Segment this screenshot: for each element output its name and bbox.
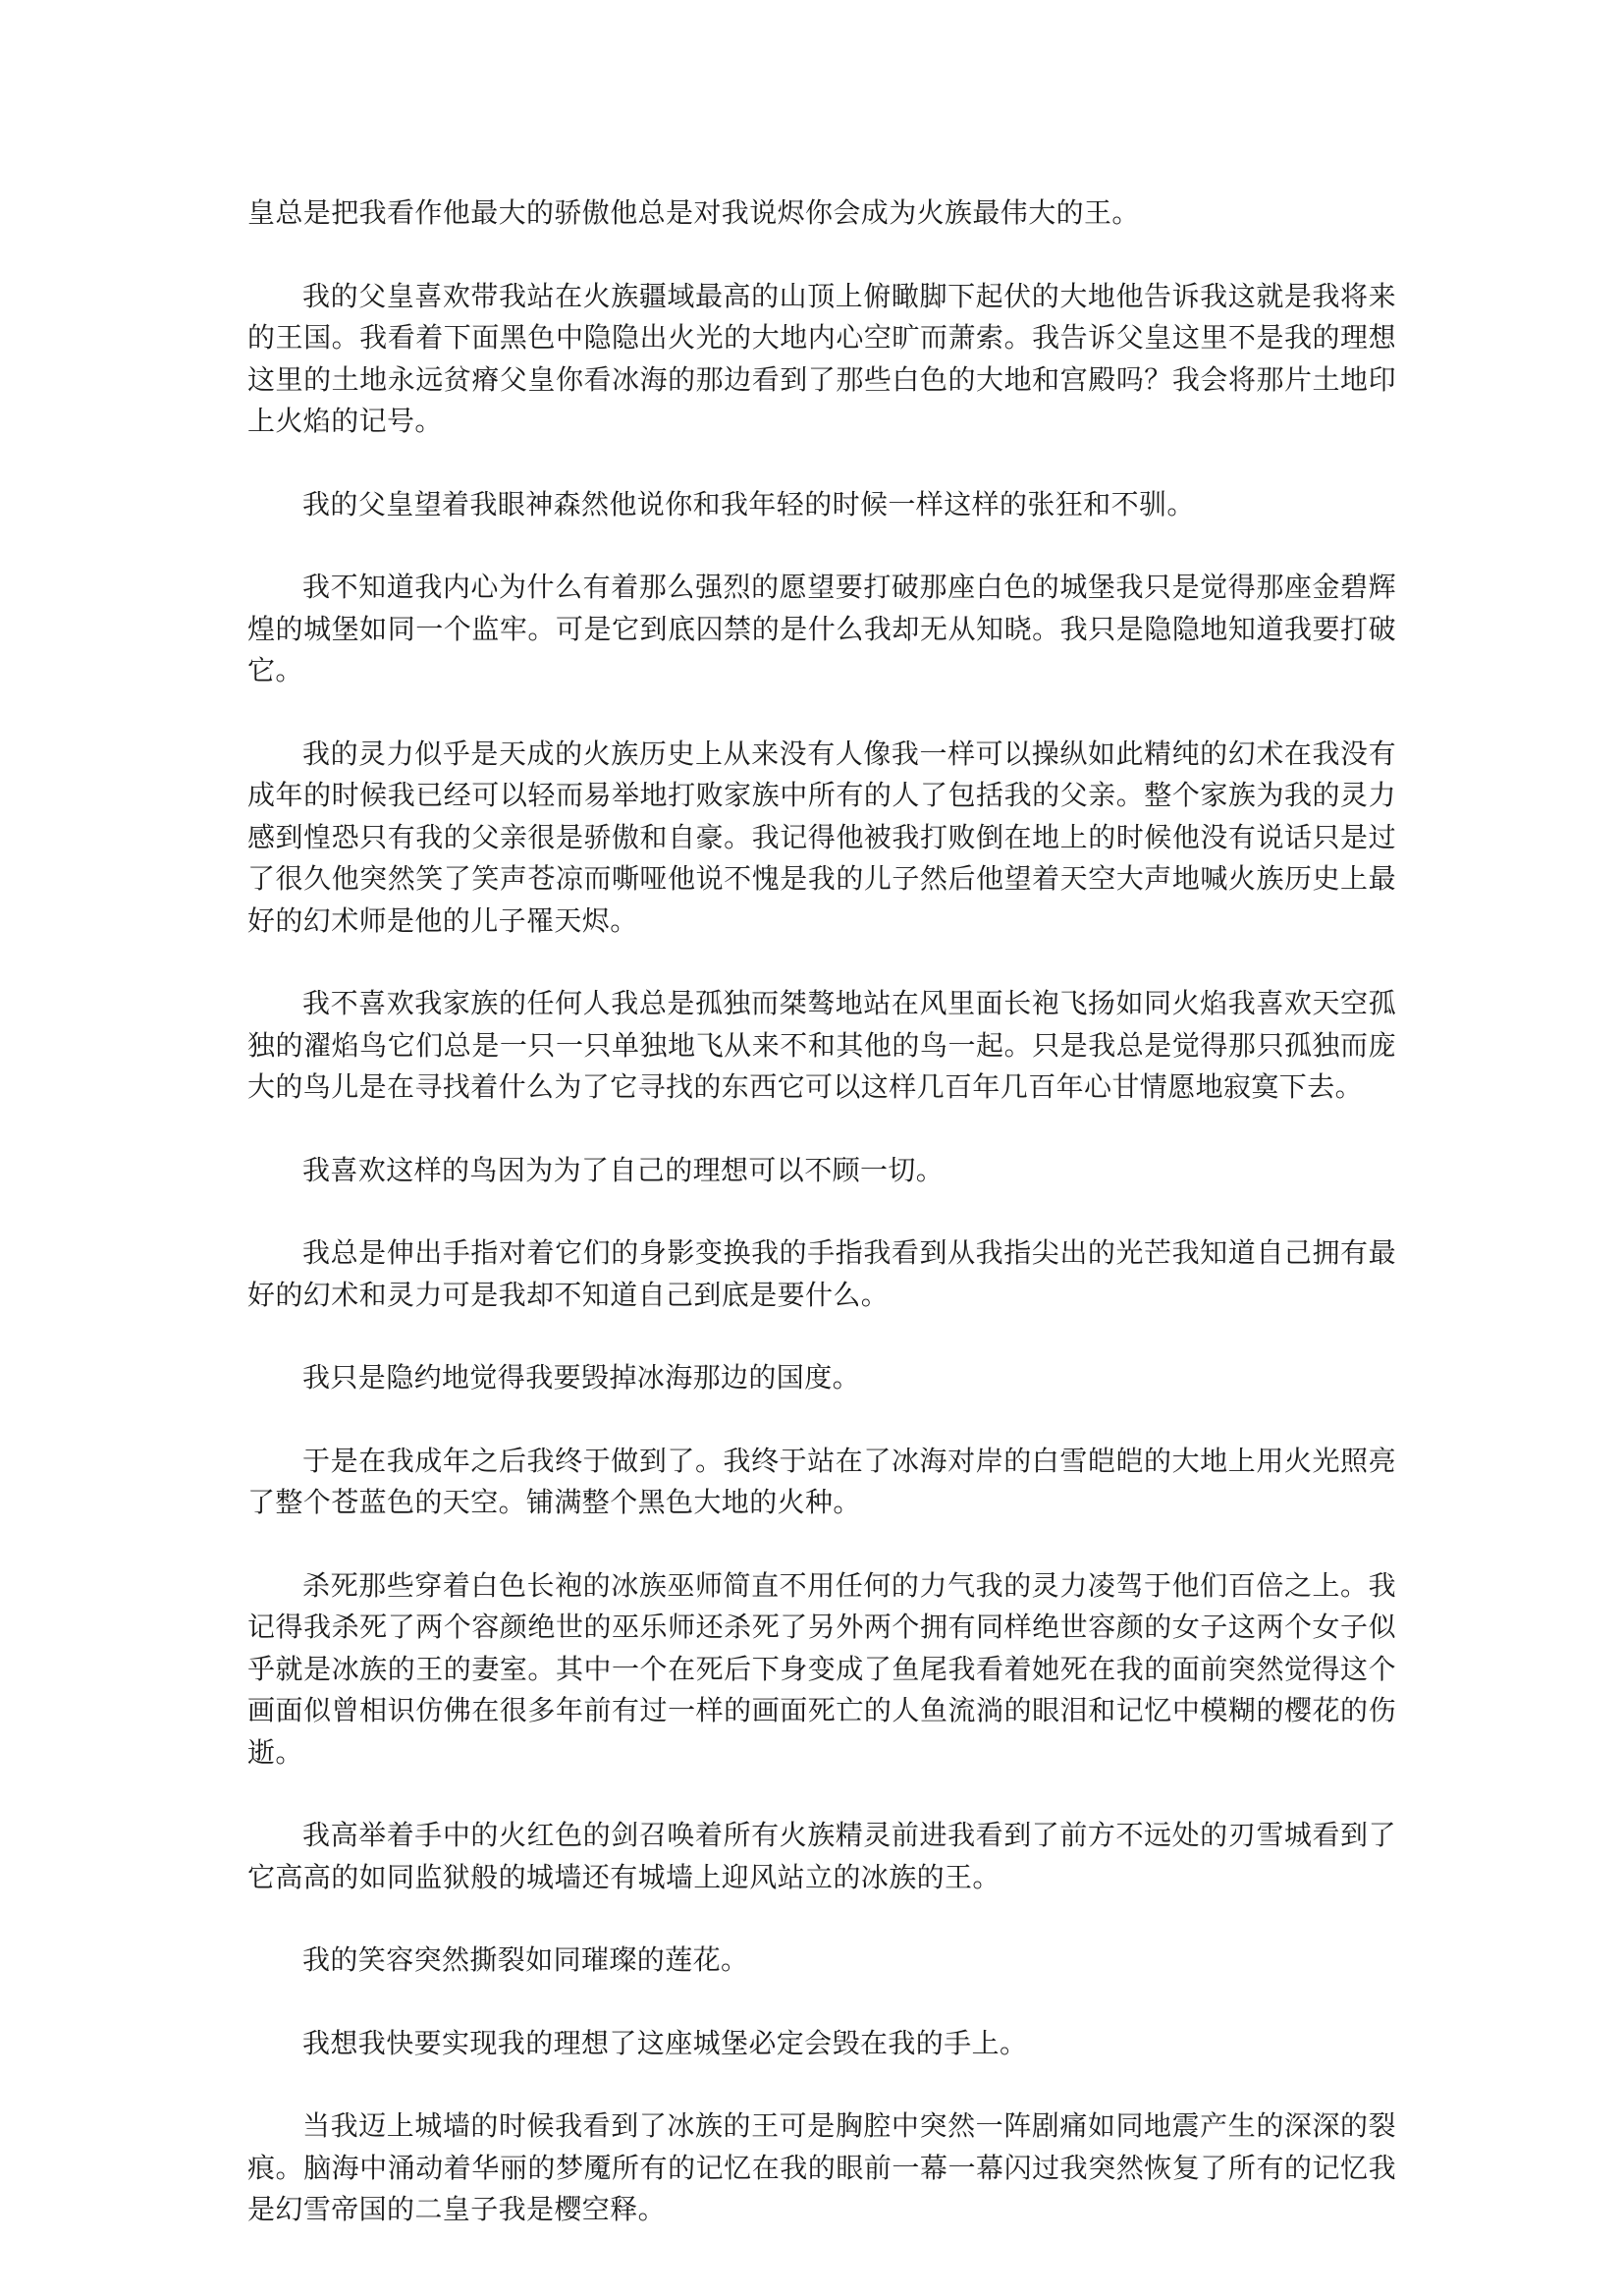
paragraph: 当我迈上城墙的时候我看到了冰族的王可是胸腔中突然一阵剧痛如同地震产生的深深的裂痕。脑海中涌动着华丽的梦魇所有的记忆在我的眼前一幕一幕闪过我突然恢复了所有的记忆我是幻雪帝国的二皇子我是樱空释。 xyxy=(247,2109,1396,2225)
paragraph: 我想我快要实现我的理想了这座城堡必定会毁在我的手上。 xyxy=(302,2026,1028,2059)
paragraph: 皇总是把我看作他最大的骄傲他总是对我说烬你会成为火族最伟大的王。 xyxy=(247,196,1140,229)
paragraph: 杀死那些穿着白色长袍的冰族巫师简直不用任何的力气我的灵力凌驾于他们百倍之上。我记得我杀死了两个容颜绝世的巫乐师还杀死了另外两个拥有同样绝世容颜的女子这两个女子似乎就是冰族的王的妻室。其中一个在死后下身变成了鱼尾我看着她死在我的面前突然觉得这个画面似曾相识仿佛在很多年前有过一样的画面死亡的人鱼流淌的眼泪和记忆中模糊的樱花的伤逝。 xyxy=(247,1568,1396,1769)
paragraph: 我高举着手中的火红色的剑召唤着所有火族精灵前进我看到了前方不远处的刃雪城看到了它高高的如同监狱般的城墙还有城墙上迎风站立的冰族的王。 xyxy=(247,1819,1396,1893)
paragraph: 我的父皇望着我眼神森然他说你和我年轻的时候一样这样的张狂和不驯。 xyxy=(302,487,1195,520)
paragraph: 我不喜欢我家族的任何人我总是孤独而桀骜地站在风里面长袍飞扬如同火焰我喜欢天空孤独的濯焰鸟它们总是一只一只单独地飞从来不和其他的鸟一起。只是我总是觉得那只孤独而庞大的鸟儿是在寻找着什么为了它寻找的东西它可以这样几百年几百年心甘情愿地寂寞下去。 xyxy=(247,987,1396,1103)
paragraph: 我的灵力似乎是天成的火族历史上从来没有人像我一样可以操纵如此精纯的幻术在我没有成年的时候我已经可以轻而易举地打败家族中所有的人了包括我的父亲。整个家族为我的灵力感到惶恐只有我的父亲很是骄傲和自豪。我记得他被我打败倒在地上的时候他没有说话只是过了很久他突然笑了笑声苍凉而嘶哑他说不愧是我的儿子然后他望着天空大声地喊火族历史上最好的幻术师是他的儿子罹天烬。 xyxy=(247,737,1396,937)
paragraph: 我的父皇喜欢带我站在火族疆域最高的山顶上俯瞰脚下起伏的大地他告诉我这就是我将来的王国。我看着下面黑色中隐隐出火光的大地内心空旷而萧索。我告诉父皇这里不是我的理想这里的土地永远贫瘠父皇你看冰海的那边看到了那些白色的大地和宫殿吗？我会将那片土地印上火焰的记号。 xyxy=(247,279,1396,437)
paragraph: 我总是伸出手指对着它们的身影变换我的手指我看到从我指尖出的光芒我知道自己拥有最好的幻术和灵力可是我却不知道自己到底是要什么。 xyxy=(247,1236,1396,1311)
paragraph: 我喜欢这样的鸟因为为了自己的理想可以不顾一切。 xyxy=(302,1153,945,1186)
paragraph: 我不知道我内心为什么有着那么强烈的愿望要打破那座白色的城堡我只是觉得那座金碧辉煌的城堡如同一个监牢。可是它到底囚禁的是什么我却无从知晓。我只是隐隐地知道我要打破它。 xyxy=(247,571,1396,686)
text-body xyxy=(247,192,1396,2272)
paragraph: 我只是隐约地觉得我要毁掉冰海那边的国度。 xyxy=(302,1361,861,1394)
paragraph: 于是在我成年之后我终于做到了。我终于站在了冰海对岸的白雪皑皑的大地上用火光照亮了整个苍蓝色的天空。铺满整个黑色大地的火种。 xyxy=(247,1444,1396,1518)
paragraph: 我的笑容突然撕裂如同璀璨的莲花。 xyxy=(302,1943,749,1976)
